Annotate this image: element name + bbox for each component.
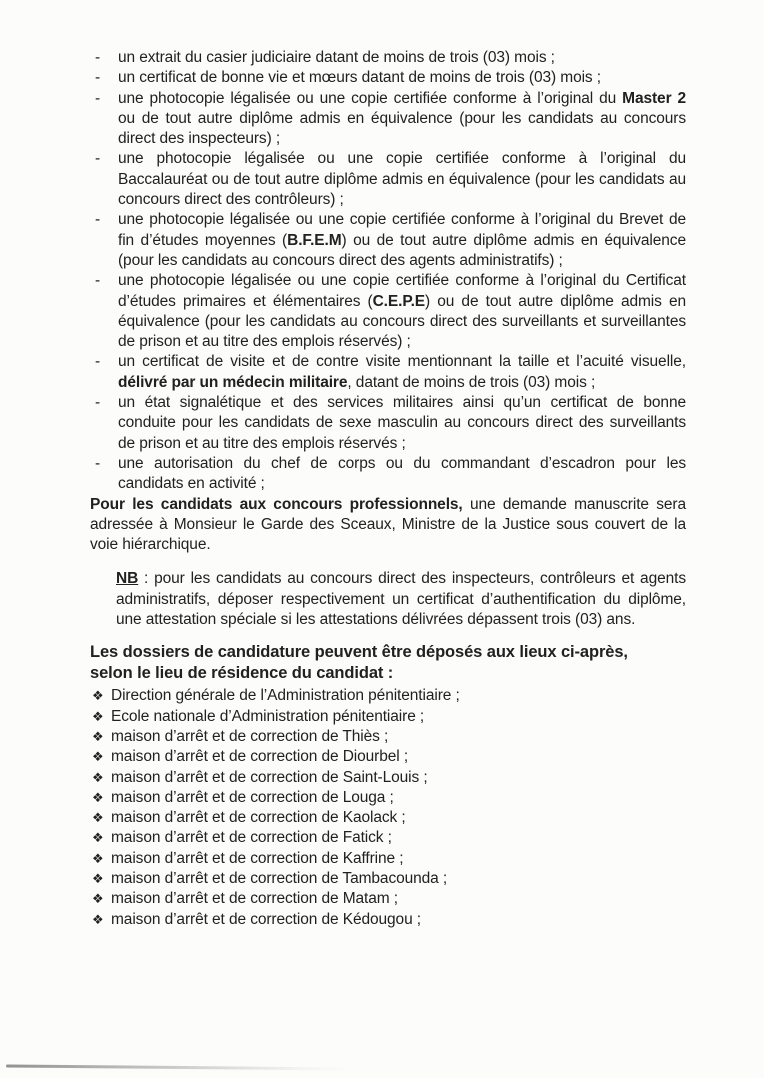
requirement-item (90, 48, 686, 68)
location-text: maison d’arrêt et de correction de Tambacounda ; (111, 869, 448, 887)
heading-line-1: Les dossiers de candidature peuvent être déposés aux lieux ci-après, (90, 643, 628, 662)
diamond-bullet-icon: ❖ (92, 810, 104, 826)
requirement-text: une photocopie légalisée ou une copie certifiée conforme à l’original du Certificat d’études primaires et élémentaires (C.E.P.E) ou de tout autre diplôme admis en équivalence (pour les candidats au concours direct des surveillants et surveillantes de prison et au titre des emplois réservés) ; (118, 272, 686, 351)
diamond-bullet-icon: ❖ (92, 728, 104, 744)
location-text: maison d’arrêt et de correction de Saint-Louis ; (111, 768, 428, 786)
location-item (90, 828, 686, 848)
requirement-text: un certificat de visite et de contre visite mentionnant la taille et l’acuité visuelle, délivré par un médecin militaire, datant de moins de trois (03) mois ; (118, 353, 686, 391)
location-text: Direction générale de l’Administration pénitentiaire ; (111, 687, 460, 705)
diamond-bullet-icon: ❖ (92, 789, 104, 805)
dash-bullet-icon: - (95, 394, 101, 412)
diamond-bullet-icon: ❖ (92, 850, 104, 866)
diamond-bullet-icon: ❖ (92, 891, 104, 907)
location-item (90, 727, 686, 747)
requirement-item (90, 89, 686, 150)
scan-artifact-line (6, 1064, 354, 1070)
requirement-item (90, 68, 686, 88)
location-item (90, 707, 686, 727)
requirement-text: un certificat de bonne vie et mœurs datant de moins de trois (03) mois ; (118, 69, 601, 87)
document-content (90, 48, 686, 930)
dash-bullet-icon: - (95, 272, 101, 290)
dash-bullet-icon: - (95, 211, 101, 229)
requirement-text: une photocopie légalisée ou une copie certifiée conforme à l’original du Baccalauréat ou de tout autre diplôme admis en équivalence (pour les candidats au concours direct des contrôleurs) ; (118, 150, 686, 209)
diamond-bullet-icon: ❖ (92, 830, 104, 846)
location-text: maison d’arrêt et de correction de Fatick ; (111, 829, 392, 847)
location-item (90, 910, 686, 930)
diamond-bullet-icon: ❖ (92, 688, 104, 704)
location-item (90, 768, 686, 788)
requirement-text: une autorisation du chef de corps ou du commandant d’escadron pour les candidats en activité ; (118, 454, 686, 493)
location-text: maison d’arrêt et de correction de Kaolack ; (111, 809, 406, 827)
requirement-text: une photocopie légalisée ou une copie certifiée conforme à l’original du Brevet de fin d’études moyennes (B.F.E.M) ou de tout autre diplôme admis en équivalence (pour les candidats au concours direct des agents administratifs) ; (118, 211, 686, 269)
dash-bullet-icon: - (95, 454, 101, 472)
location-text: maison d’arrêt et de correction de Matam ; (111, 890, 398, 908)
requirement-item (90, 210, 686, 271)
deposit-locations-heading (90, 642, 686, 684)
requirement-item (90, 393, 686, 454)
dash-bullet-icon: - (95, 69, 101, 87)
location-item (90, 686, 686, 706)
location-item (90, 889, 686, 909)
diamond-bullet-icon: ❖ (92, 708, 104, 724)
diamond-bullet-icon: ❖ (92, 870, 104, 886)
requirement-text: un état signalétique et des services militaires ainsi qu’un certificat de bonne conduite pour les candidats de sexe masculin au concours direct des surveillants de prison et au titre des emplois réservés ; (118, 394, 686, 452)
location-text: maison d’arrêt et de correction de Louga ; (111, 788, 394, 806)
requirement-item (90, 352, 686, 393)
location-text: maison d’arrêt et de correction de Diourbel ; (111, 748, 409, 766)
deposit-locations-list (90, 686, 686, 930)
location-text: Ecole nationale d’Administration pénitentiaire ; (111, 707, 425, 725)
nb-note: NB : pour les candidats au concours direct des inspecteurs, contrôleurs et agents administratifs, déposer respectivement un certificat d’authentification du diplôme, une attestation spéciale si les attestations délivrées dépassent trois (03) ans. (116, 570, 686, 629)
location-item (90, 788, 686, 808)
diamond-bullet-icon: ❖ (92, 769, 104, 785)
dash-bullet-icon: - (95, 49, 101, 66)
requirement-item (90, 271, 686, 352)
heading-line-2: selon le lieu de résidence du candidat : (90, 664, 394, 683)
dash-bullet-icon: - (95, 89, 101, 107)
diamond-bullet-icon: ❖ (92, 749, 104, 765)
location-item (90, 808, 686, 828)
diamond-bullet-icon: ❖ (92, 911, 104, 927)
dash-bullet-icon: - (95, 150, 101, 168)
requirement-item (90, 149, 686, 210)
location-item (90, 747, 686, 767)
requirements-list (90, 48, 686, 495)
professional-candidates-paragraph: Pour les candidats aux concours professionnels, une demande manuscrite sera adressée à Monsieur le Garde des Sceaux, Ministre de la Justice sous couvert de la voie hiérarchique. (90, 495, 686, 554)
requirement-text: un extrait du casier judiciaire datant de moins de trois (03) mois ; (118, 49, 555, 66)
requirement-text: une photocopie légalisée ou une copie certifiée conforme à l’original du Master 2 ou de tout autre diplôme admis en équivalence (pour les candidats au concours direct des inspecteurs) ; (118, 89, 686, 148)
requirement-item (90, 454, 686, 495)
location-text: maison d’arrêt et de correction de Thiès ; (111, 727, 389, 745)
location-text: maison d’arrêt et de correction de Kaffrine ; (111, 849, 404, 867)
dash-bullet-icon: - (95, 353, 101, 371)
location-item (90, 869, 686, 889)
location-item (90, 849, 686, 869)
location-text: maison d’arrêt et de correction de Kédougou ; (111, 910, 421, 928)
